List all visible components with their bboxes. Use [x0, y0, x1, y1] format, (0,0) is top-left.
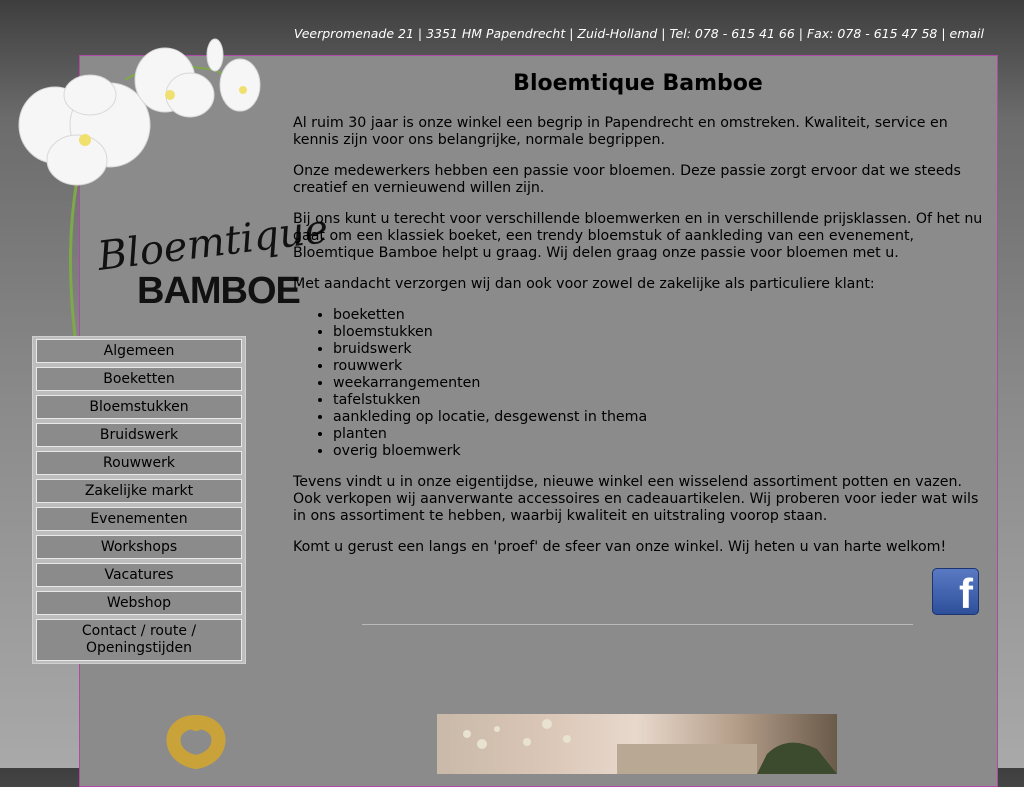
facebook-icon[interactable]	[932, 568, 979, 615]
menu-item-contact[interactable]: Contact / route / Openingstijden	[36, 619, 242, 661]
menu-item-workshops[interactable]: Workshops	[36, 535, 242, 559]
list-item: • bruidswerk	[333, 341, 983, 358]
menu-item-bloemstukken[interactable]: Bloemstukken	[36, 395, 242, 419]
menu-item-evenementen[interactable]: Evenementen	[36, 507, 242, 531]
menu-item-zakelijke-markt[interactable]: Zakelijke markt	[36, 479, 242, 503]
services-list	[293, 307, 983, 460]
logo[interactable]	[15, 30, 331, 340]
email-link[interactable]: email	[949, 26, 984, 41]
list-item: • tafelstukken	[333, 392, 983, 409]
menu-item-vacatures[interactable]: Vacatures	[36, 563, 242, 587]
intro-paragraph: Al ruim 30 jaar is onze winkel een begrip in Papendrecht en omstreken. Kwaliteit, service en kennis zijn voor ons belangrijke, normale begrippen.	[293, 115, 948, 148]
main-menu	[32, 336, 246, 664]
divider	[362, 624, 913, 625]
services-paragraph: Bij ons kunt u terecht voor verschillende bloemwerken en in verschillende prijsklassen. Of het nu gaat om een klassiek boeket, een trendy bloemstuk of aankleding van een evenement, Bloemtique Bamboe helpt u graag. Wij delen graag onze passie voor bloemen met u.	[293, 211, 983, 261]
logo-block-text: BAMBOE	[137, 270, 300, 312]
list-item: • rouwwerk	[333, 358, 983, 375]
list-item: • boeketten	[333, 307, 983, 324]
menu-item-rouwwerk[interactable]: Rouwwerk	[36, 451, 242, 475]
main-content	[293, 70, 983, 570]
list-item: • planten	[333, 426, 983, 443]
address-text: Veerpromenade 21 | 3351 HM Papendrecht | Zuid-Holland | Tel: 078 - 615 41 66 | Fax: 078 - 615 47 58 |	[293, 26, 950, 41]
menu-item-bruidswerk[interactable]: Bruidswerk	[36, 423, 242, 447]
shop-photo	[437, 714, 837, 774]
logo-script-text: Bloemtique	[95, 206, 331, 280]
list-item: • bloemstukken	[333, 324, 983, 341]
list-item: • aankleding op locatie, desgewenst in thema	[333, 409, 983, 426]
facebook-glyph: f	[959, 570, 973, 617]
list-item: • weekarrangementen	[333, 375, 983, 392]
page-title: Bloemtique Bamboe	[513, 71, 763, 96]
welcome-paragraph: Komt u gerust een langs en 'proef' de sfeer van onze winkel. Wij heten u van harte welkom!	[293, 539, 947, 555]
assortment-paragraph: Tevens vindt u in onze eigentijdse, nieuwe winkel een wisselend assortiment potten en vazen. Ook verkopen wij aanverwante accessoires en cadeauartikelen. Wij proberen voor ieder wat wils in ons assortiment te hebben, waarbij kwaliteit en uitstraling voorop staan.	[293, 474, 979, 524]
contact-bar	[294, 26, 984, 41]
partner-logo-icon[interactable]	[156, 712, 236, 782]
menu-item-webshop[interactable]: Webshop	[36, 591, 242, 615]
menu-item-boeketten[interactable]: Boeketten	[36, 367, 242, 391]
customers-paragraph: Met aandacht verzorgen wij dan ook voor zowel de zakelijke als particuliere klant:	[293, 276, 875, 292]
flower-arrangement-image	[437, 714, 837, 774]
menu-item-algemeen[interactable]: Algemeen	[36, 339, 242, 363]
list-item: • overig bloemwerk	[333, 443, 983, 460]
passion-paragraph: Onze medewerkers hebben een passie voor bloemen. Deze passie zorgt ervoor dat we steeds creatief en vernieuwend willen zijn.	[293, 163, 961, 196]
